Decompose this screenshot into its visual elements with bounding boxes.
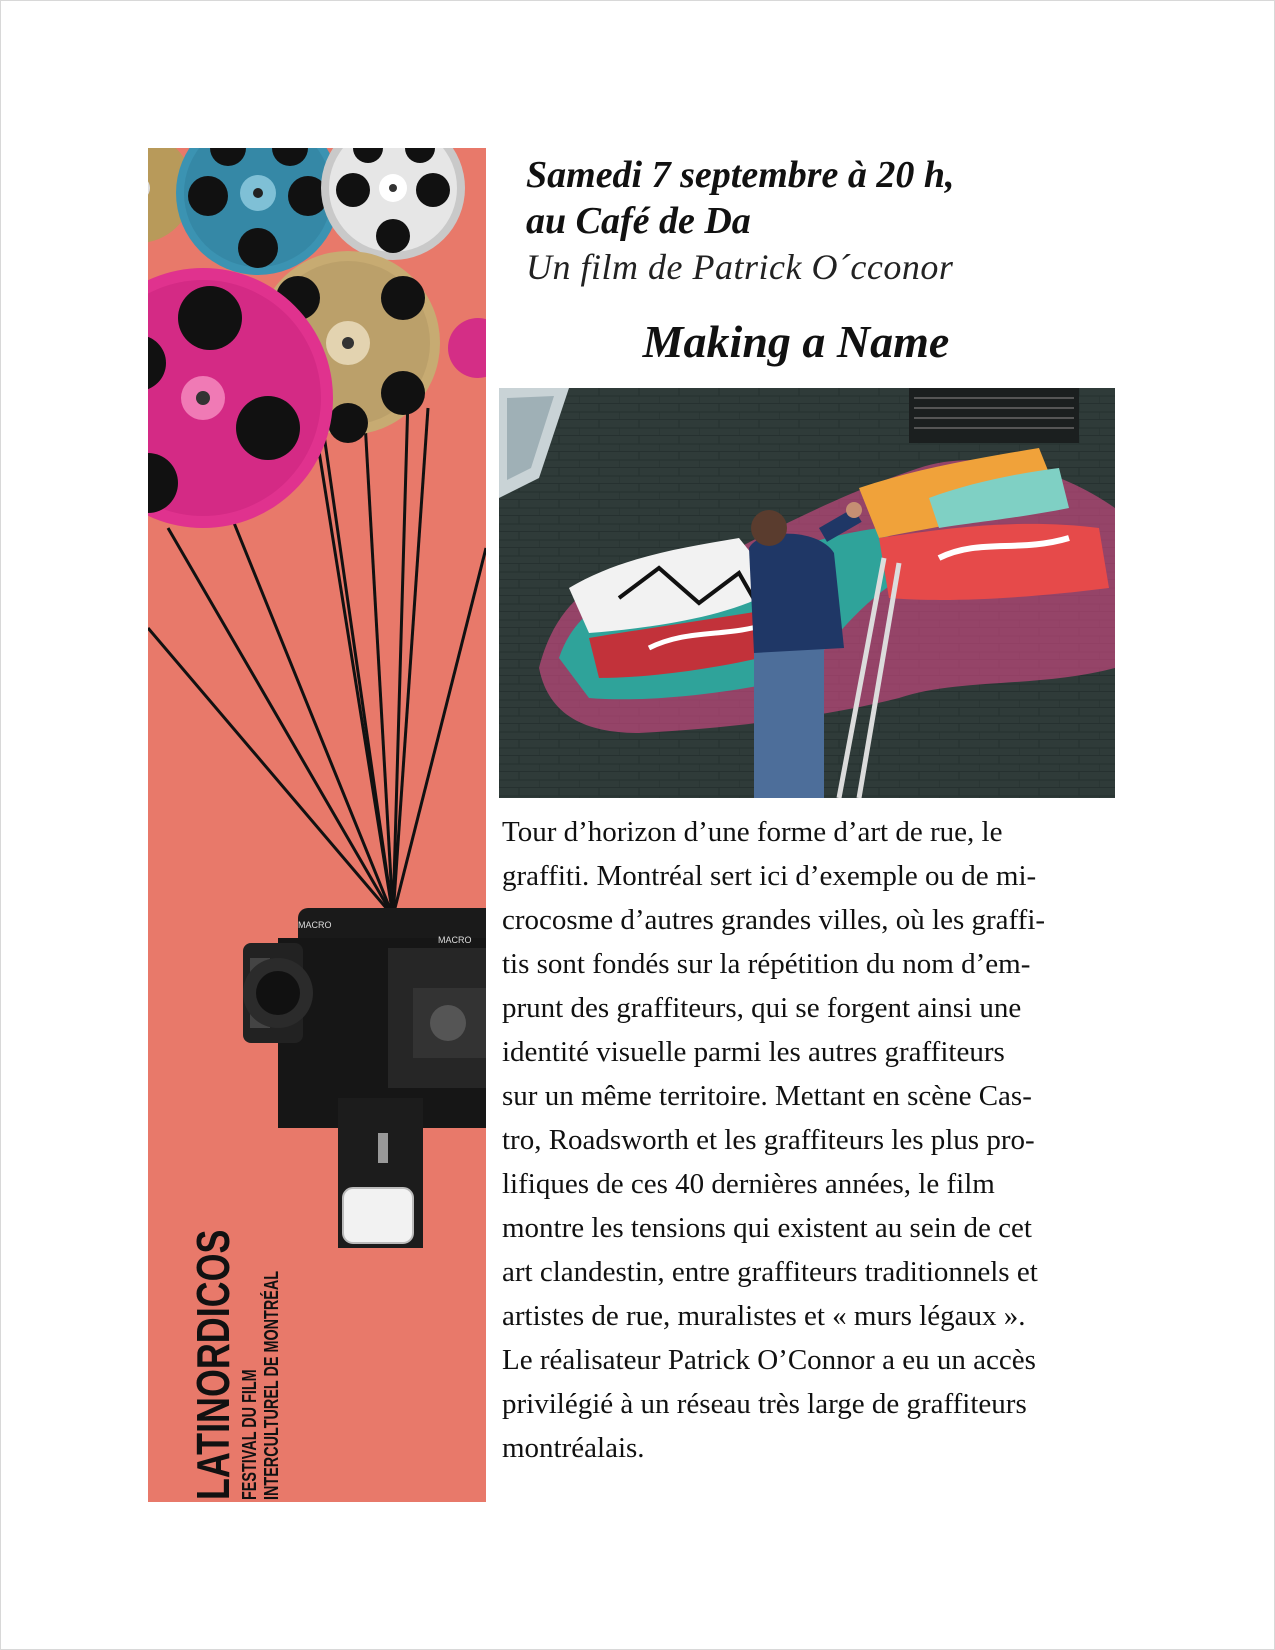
- camera-icon: [243, 908, 486, 1248]
- event-venue: au Café de Da: [526, 200, 751, 242]
- film-director: Un film de Patrick O´cconor: [526, 247, 954, 287]
- festival-subtitle-line2: INTERCULTUREL DE MONTRÉAL: [261, 1270, 283, 1500]
- event-heading: [526, 152, 1086, 290]
- camera-label: MACRO: [298, 920, 332, 930]
- festival-brand-name: LATINORDICOS: [187, 1229, 239, 1500]
- festival-logo: [187, 1229, 300, 1500]
- camera-label: MACRO: [438, 935, 472, 945]
- film-title: Making a Name: [642, 316, 950, 367]
- festival-banner: [148, 148, 486, 1502]
- silver-film-reel-icon: [321, 148, 465, 260]
- event-date: Samedi 7 septembre à 20 h,: [526, 154, 955, 196]
- film-description: Tour d’horizon d’une forme d’art de rue, le graffiti. Montréal sert ici d’exemple ou de mi- crocosme d’autres grandes villes, où les graffi- tis sont fondés sur la répétition du nom d’em- prunt des graffiteurs, qui se forgent ainsi une identité visuelle parmi les autres graffiteurs sur un même territoire. Mettant en scène Cas- tro, Roadsworth et les graffiteurs les plus pro- lifiques de ces 40 dernières années, le film montre les tensions qui existent au sein de cet art clandestin, entre graffiteurs traditionnels et artistes de rue, muralistes et « murs légaux ». Le réalisateur Patrick O’Connor a eu un accès privilégié à un réseau très large de graffiteurs montréalais.: [502, 816, 1046, 1464]
- vent: [909, 388, 1079, 443]
- festival-subtitle-line1: FESTIVAL DU FILM: [239, 1369, 261, 1500]
- graffiti-photo: [499, 388, 1115, 798]
- blue-film-reel-icon: [176, 148, 340, 275]
- magenta-small-film-reel-icon: [448, 318, 486, 378]
- graffiti-artist-image: [499, 388, 1115, 798]
